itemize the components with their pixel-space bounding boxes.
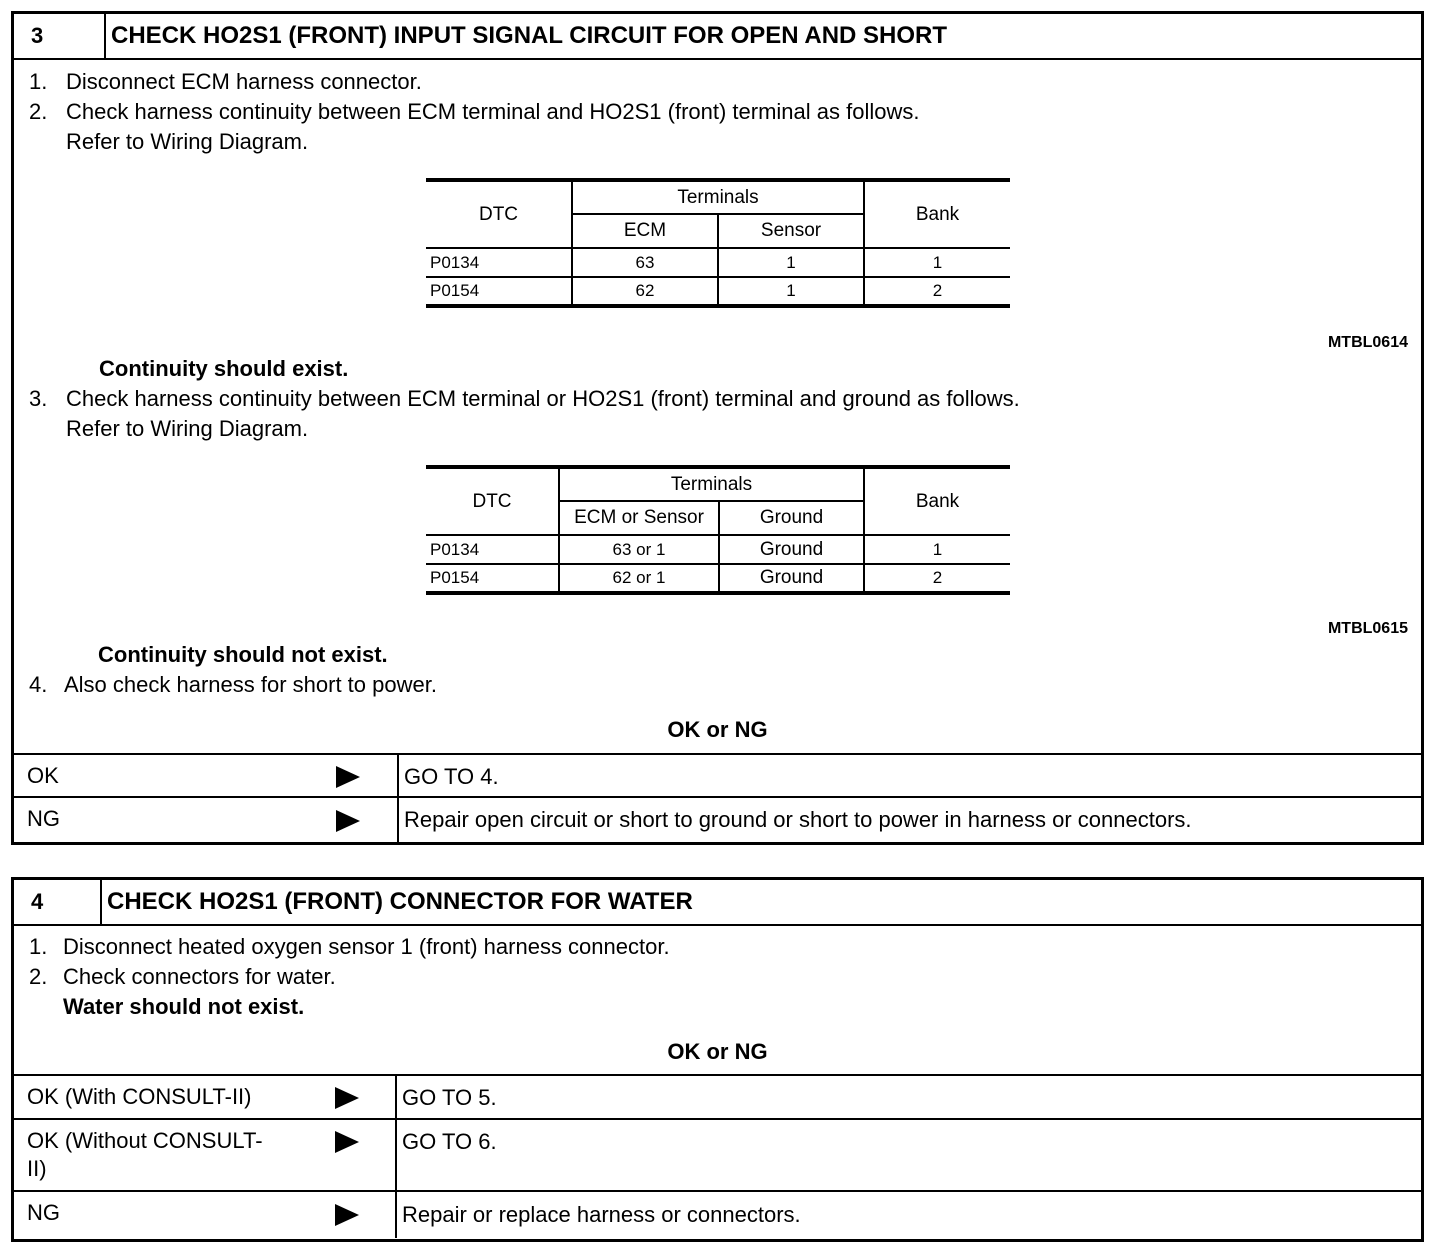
ground-cell: Ground	[719, 564, 864, 593]
instruction-text: Also check harness for short to power.	[64, 672, 437, 697]
sensor-header: Sensor	[718, 214, 864, 248]
step-number: 4	[14, 880, 102, 924]
arrow-right-icon	[335, 1131, 359, 1153]
table-reference-code: MTBL0614	[1327, 334, 1408, 351]
outcome-label: OK (With CONSULT-II)	[27, 1084, 252, 1109]
dtc-header: DTC	[426, 467, 559, 535]
dtc-cell: P0134	[426, 248, 572, 277]
expected-result: Water should not exist.	[63, 994, 305, 1019]
column-divider	[397, 798, 399, 842]
sensor-cell: 1	[718, 277, 864, 306]
outcome-action: GO TO 5.	[402, 1085, 497, 1110]
column-divider	[397, 755, 399, 798]
arrow-right-icon	[335, 1204, 359, 1226]
outcome-action: GO TO 4.	[404, 764, 499, 789]
ok-or-ng-label: OK or NG	[667, 1039, 768, 1064]
column-divider	[395, 1120, 397, 1192]
table-row	[426, 564, 1010, 593]
instruction-text: Disconnect heated oxygen sensor 1 (front) harness connector.	[63, 934, 670, 959]
instruction-3-sub: Refer to Wiring Diagram.	[66, 416, 309, 441]
instruction-2	[29, 962, 336, 992]
table-row	[426, 535, 1010, 564]
instruction-2-sub: Refer to Wiring Diagram.	[66, 129, 309, 154]
ecm-cell: 63	[572, 248, 718, 277]
outcome-row-ng	[14, 1190, 1421, 1238]
outcome-label-line: II)	[27, 1156, 47, 1181]
bank-header: Bank	[915, 203, 960, 225]
terminals-header: Terminals	[572, 180, 864, 214]
instruction-2	[29, 97, 920, 127]
outcome-row-ok-without-consult	[14, 1118, 1421, 1192]
ecm-or-sensor-header: ECM or Sensor	[559, 501, 719, 535]
step-4-header	[14, 880, 1421, 926]
table-reference-code: MTBL0615	[1327, 620, 1408, 637]
instruction-number: 4.	[29, 672, 48, 697]
outcome-label: NG	[27, 806, 60, 831]
sensor-cell: 1	[718, 248, 864, 277]
ecm-or-sensor-cell: 62 or 1	[559, 564, 719, 593]
expected-result: Continuity should not exist.	[98, 642, 388, 667]
instruction-text: Check connectors for water.	[63, 964, 336, 989]
table-row	[426, 277, 1010, 306]
table-row	[426, 248, 1010, 277]
step-number: 3	[14, 14, 106, 58]
instruction-1	[29, 67, 422, 97]
bank-cell: 2	[932, 568, 943, 587]
dtc-cell: P0154	[426, 277, 572, 306]
ecm-or-sensor-cell: 63 or 1	[559, 535, 719, 564]
column-divider	[395, 1076, 397, 1120]
terminals-header: Terminals	[559, 467, 864, 501]
outcome-row-ng	[14, 796, 1421, 842]
instruction-text: Check harness continuity between ECM terminal or HO2S1 (front) terminal and ground as follows.	[66, 386, 1020, 411]
instruction-text: Check harness continuity between ECM terminal and HO2S1 (front) terminal as follows.	[66, 99, 920, 124]
outcome-label: OK	[27, 763, 59, 788]
continuity-table	[426, 178, 1010, 308]
ok-or-ng-label: OK or NG	[667, 717, 768, 742]
step-title: CHECK HO2S1 (FRONT) CONNECTOR FOR WATER	[107, 888, 693, 915]
outcome-action: Repair open circuit or short to ground or short to power in harness or connectors.	[404, 807, 1192, 832]
dtc-cell: P0134	[426, 535, 559, 564]
expected-result: Continuity should exist.	[99, 356, 349, 381]
instruction-number: 3.	[29, 386, 48, 411]
ecm-header: ECM	[572, 214, 718, 248]
outcome-action: GO TO 6.	[402, 1129, 497, 1154]
step-title: CHECK HO2S1 (FRONT) INPUT SIGNAL CIRCUIT FOR OPEN AND SHORT	[111, 22, 948, 49]
arrow-right-icon	[336, 810, 360, 832]
bank-header: Bank	[915, 490, 960, 512]
arrow-right-icon	[335, 1087, 359, 1109]
instruction-text: Disconnect ECM harness connector.	[66, 69, 422, 94]
ground-table	[426, 465, 1010, 595]
instruction-number: 2.	[29, 964, 48, 989]
dtc-cell: P0154	[426, 564, 559, 593]
instruction-number: 1.	[29, 69, 48, 94]
ground-header: Ground	[719, 501, 864, 535]
bank-cell: 1	[932, 252, 943, 272]
column-divider	[395, 1192, 397, 1238]
ecm-cell: 62	[572, 277, 718, 306]
outcome-label	[27, 1127, 263, 1183]
bank-cell: 1	[932, 539, 943, 559]
step-4-panel	[11, 877, 1424, 1242]
instruction-4	[29, 670, 437, 700]
outcome-label: NG	[27, 1200, 60, 1225]
step-3-panel	[11, 11, 1424, 845]
bank-cell: 2	[932, 281, 943, 300]
instruction-1	[29, 932, 670, 962]
outcome-label-line: OK (Without CONSULT-	[27, 1128, 263, 1153]
instruction-number: 2.	[29, 99, 48, 124]
outcome-action: Repair or replace harness or connectors.	[402, 1202, 801, 1227]
outcome-row-ok-with-consult	[14, 1074, 1421, 1120]
dtc-header: DTC	[426, 180, 572, 248]
arrow-right-icon	[336, 766, 360, 788]
instruction-3	[29, 384, 1020, 414]
step-3-header	[14, 14, 1421, 60]
instruction-number: 1.	[29, 934, 48, 959]
ground-cell: Ground	[719, 535, 864, 564]
outcome-row-ok	[14, 753, 1421, 798]
